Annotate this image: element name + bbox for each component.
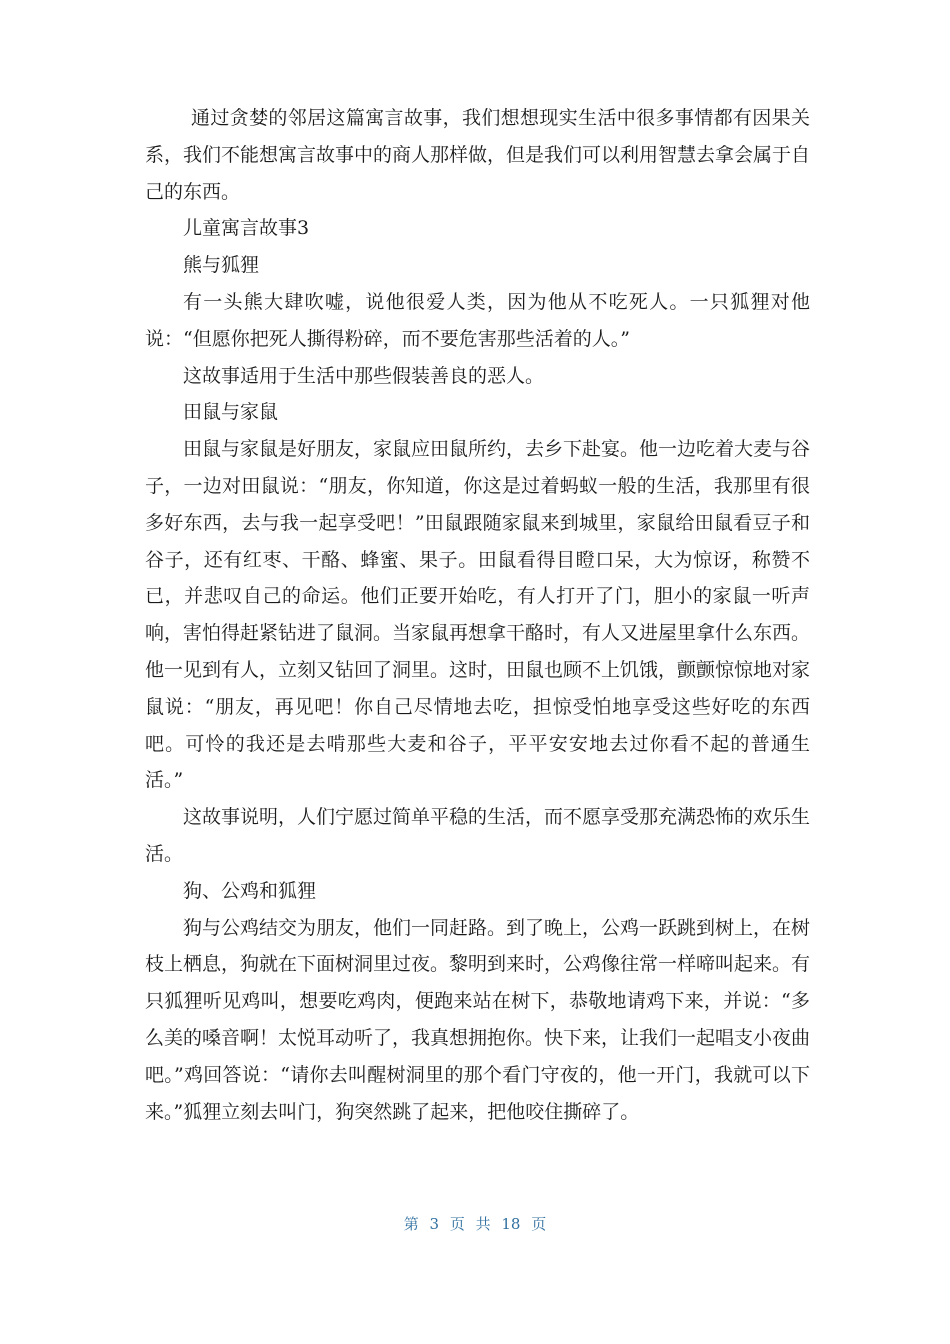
section-heading: 儿童寓言故事3 <box>183 217 310 240</box>
paragraph-bear-fox: 有一头熊大肆吹嘘，说他很爱人类，因为他从不吃死人。一只狐狸对他说：“但愿你把死人撕得粉碎，而不要危害那些活着的人。” <box>145 290 810 350</box>
paragraph-dog-rooster-fox: 狗与公鸡结交为朋友，他们一同赶路。到了晚上，公鸡一跃跳到树上，在树枝上栖息，狗就在下面树洞里过夜。黎明到来时，公鸡像往常一样啼叫起来。有只狐狸听见鸡叫，想要吃鸡肉，便跑来站在树下，恭敬地请鸡下来，并说：“多么美的嗓音啊！太悦耳动听了，我真想拥抱你。快下来，让我们一起唱支小夜曲吧。”鸡回答说：“请你去叫醒树洞里的那个看门守夜的，他一开门，我就可以下来。”狐狸立刻去叫门，狗突然跳了起来，把他咬住撕碎了。 <box>145 916 811 1123</box>
moral-mice: 这故事说明，人们宁愿过简单平稳的生活，而不愿享受那充满恐怖的欢乐生活。 <box>145 806 811 865</box>
paragraph-mice: 田鼠与家鼠是好朋友，家鼠应田鼠所约，去乡下赴宴。他一边吃着大麦与谷子，一边对田鼠说：“朋友，你知道，你这是过着蚂蚁一般的生活，我那里有很多好东西，去与我一起享受吧！”田鼠跟随家鼠来到城里，家鼠给田鼠看豆子和谷子，还有红枣、干酪、蜂蜜、果子。田鼠看得目瞪口呆，大为惊讶，称赞不已，并悲叹自己的命运。他们正要开始吃，有人打开了门，胆小的家鼠一听声响，害怕得赶紧钻进了鼠洞。当家鼠再想拿干酪时，有人又进屋里拿什么东西。他一见到有人，立刻又钻回了洞里。这时，田鼠也顾不上饥饿，颤颤惊惊地对家鼠说：“朋友，再见吧！你自己尽情地去吃，担惊受怕地享受这些好吃的东西吧。可怜的我还是去啃那些大麦和谷子，平平安安地去过你看不起的普通生活。” <box>145 438 811 792</box>
paragraph-conclusion: 通过贪婪的邻居这篇寓言故事，我们想想现实生活中很多事情都有因果关系，我们不能想寓言故事中的商人那样做，但是我们可以利用智慧去拿会属于自己的东西。 <box>145 107 811 203</box>
story-title-dog-rooster-fox: 狗、公鸡和狐狸 <box>183 879 317 902</box>
story-title-mice: 田鼠与家鼠 <box>183 401 279 424</box>
page-body <box>145 100 810 1130</box>
story-title-bear-fox: 熊与狐狸 <box>183 254 260 277</box>
page-number-footer: 第 3 页 共 18 页 <box>403 1215 547 1233</box>
moral-bear-fox: 这故事适用于生活中那些假装善良的恶人。 <box>183 364 545 387</box>
